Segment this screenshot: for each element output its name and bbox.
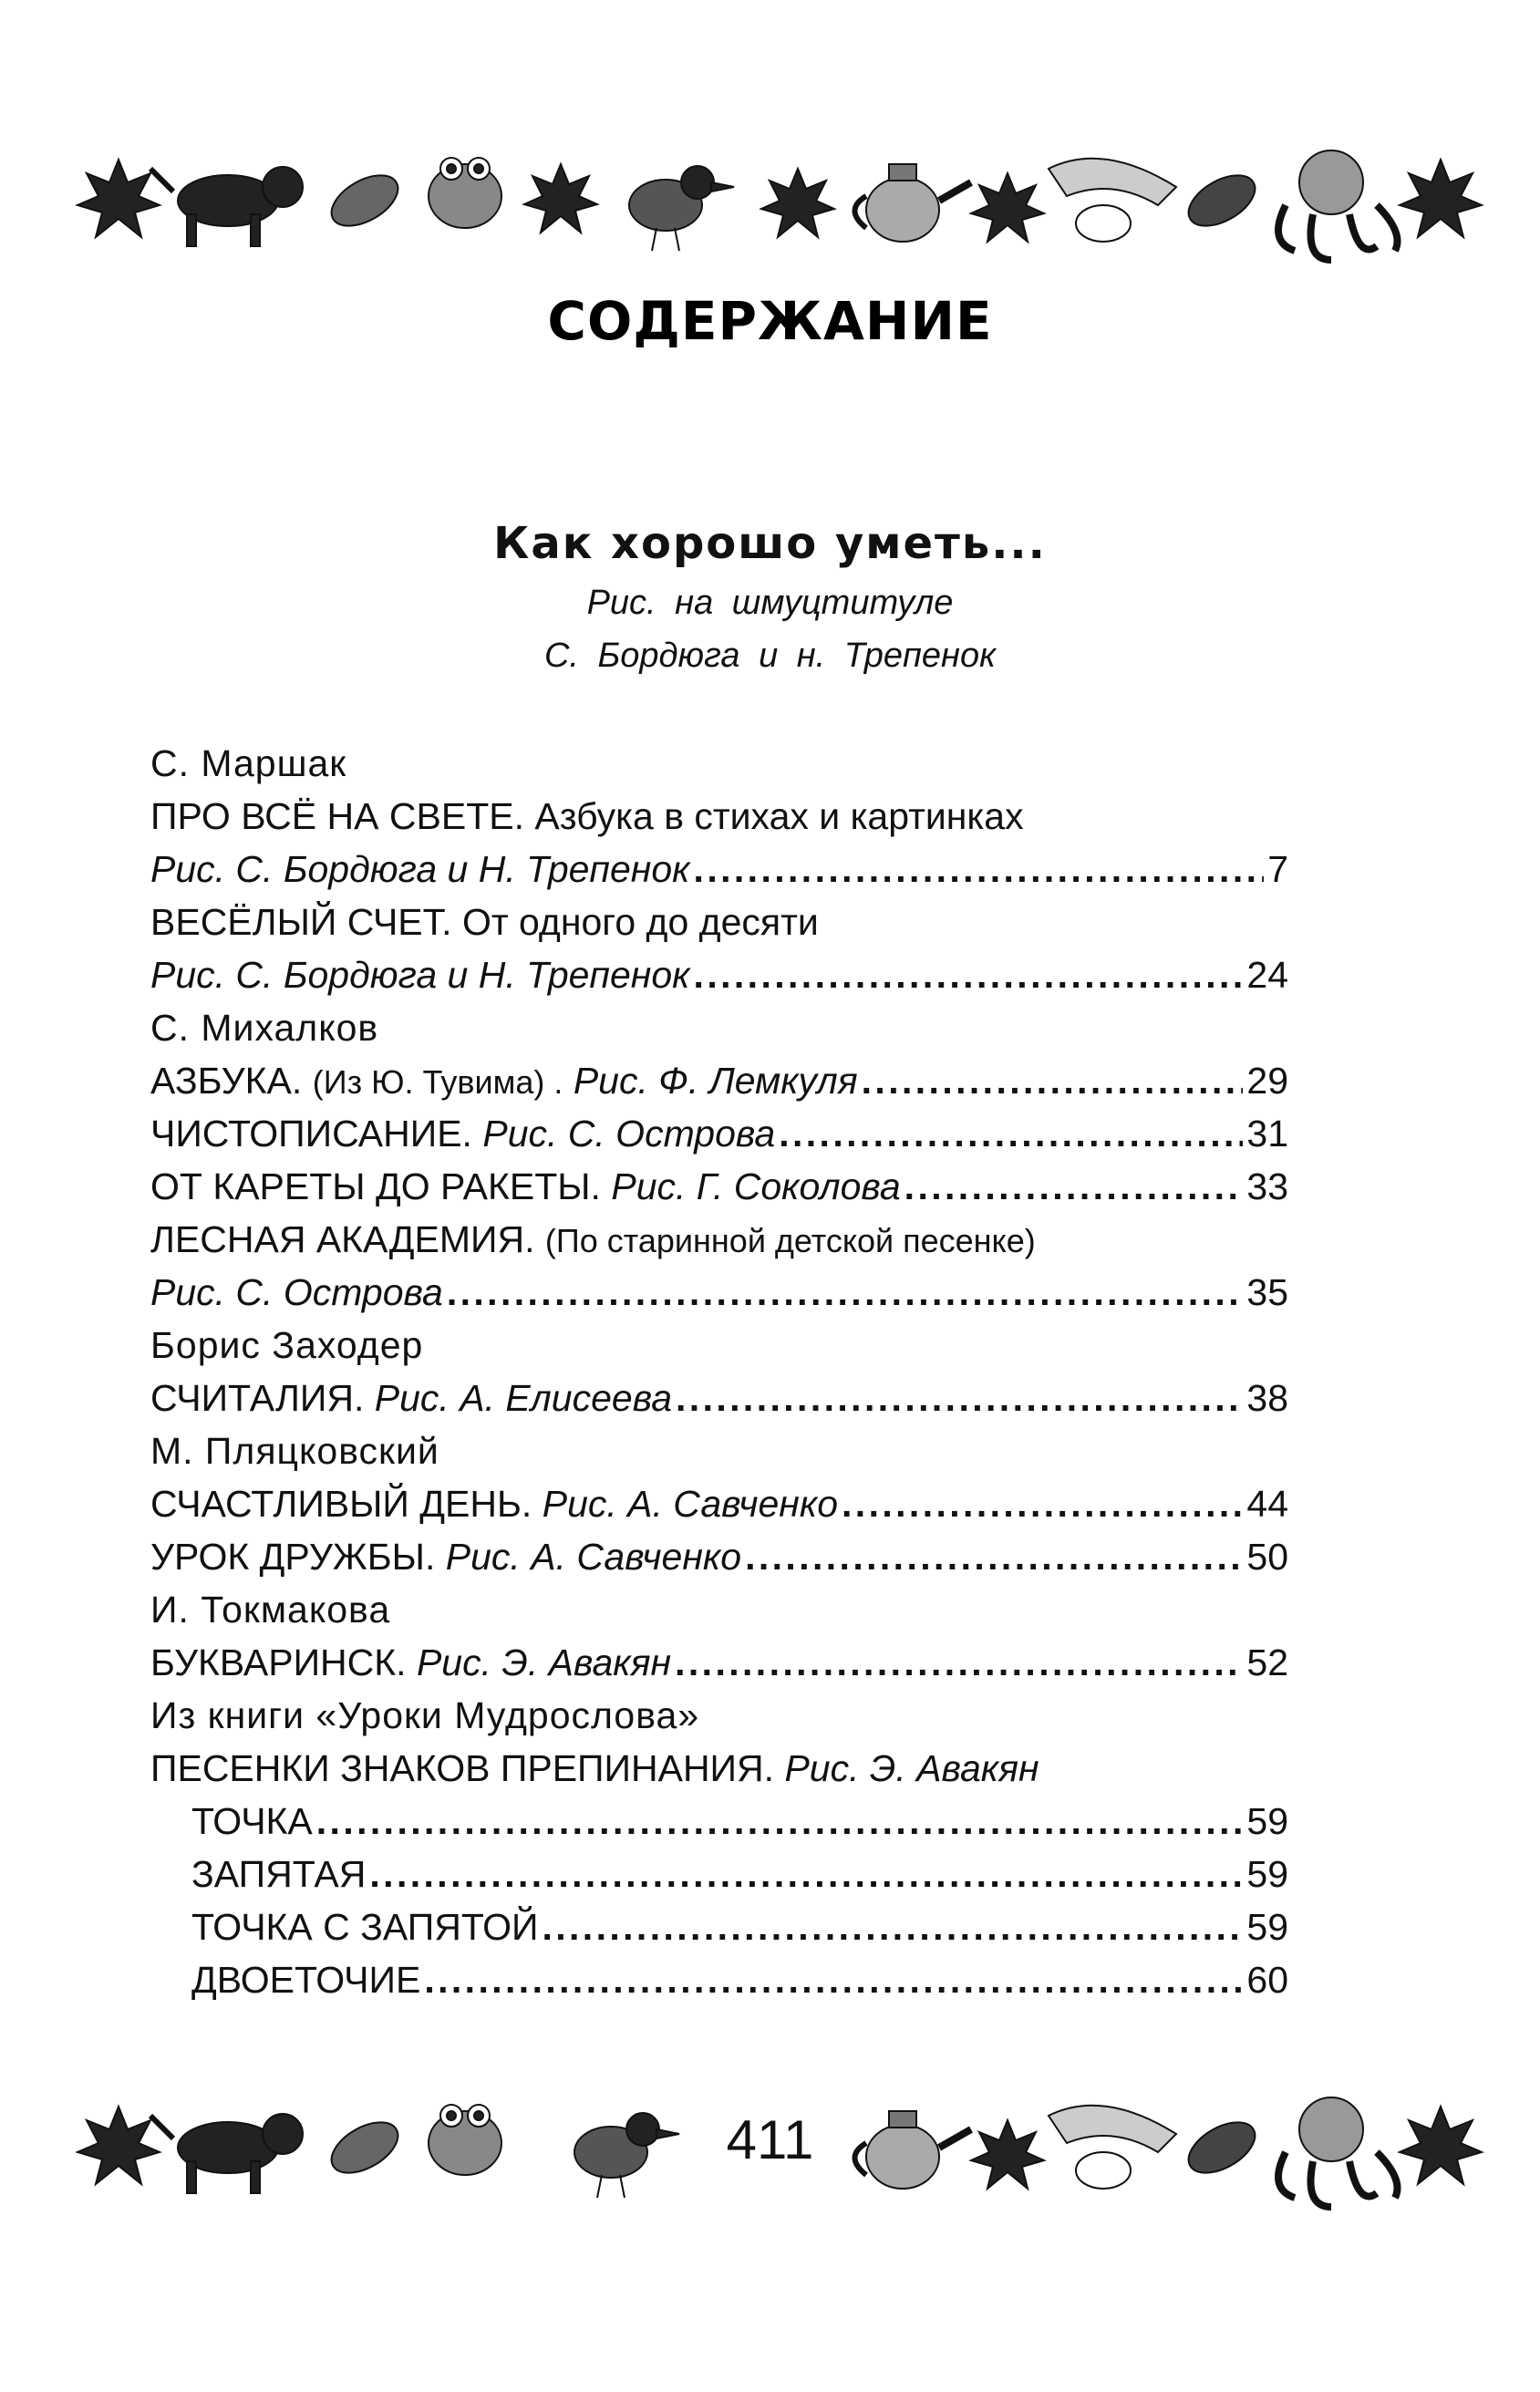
dot-leader (694, 843, 1265, 896)
toc-entry[interactable]: Рис. С. Бордюга и Н. Трепенок . . . 7 (150, 843, 1288, 896)
dot-leader (904, 1160, 1244, 1213)
dot-leader (424, 1953, 1243, 2006)
toc-entry: ПРО ВСЁ НА СВЕТЕ. Азбука в стихах и картинках (150, 795, 1024, 837)
toc-entry[interactable]: ЗАПЯТАЯ . . . 59 (150, 1848, 1288, 1900)
leaf-icon (1180, 165, 1263, 236)
toc-entry: ЛЕСНАЯ АКАДЕМИЯ. (По старинной детской песенке) (150, 1218, 1036, 1260)
dot-leader (447, 1266, 1244, 1319)
dot-leader (676, 1372, 1243, 1424)
page-ref: 24 (1246, 954, 1288, 996)
bird-icon (629, 166, 734, 251)
toc-author: Из книги «Уроки Мудрослова» (150, 1694, 700, 1736)
dot-leader (694, 948, 1244, 1001)
page-ref: 7 (1267, 848, 1288, 890)
toc-author: Борис Заходер (150, 1324, 424, 1366)
ornament-svg (55, 123, 1486, 269)
page-number: 411 (0, 2108, 1540, 2171)
frog-icon (429, 158, 501, 228)
dot-leader (862, 1054, 1244, 1107)
dot-leader (779, 1107, 1243, 1160)
section-subtitle: Рис. на шмуцтитуле (586, 584, 954, 622)
page-ref: 59 (1246, 1800, 1288, 1842)
page-ref: 52 (1246, 1641, 1288, 1683)
seagull-icon (1049, 159, 1176, 242)
toc-entry[interactable]: СЧАСТЛИВЫЙ ДЕНЬ. Рис. А. Савченко . . . 44 (150, 1477, 1288, 1530)
maple-leaf-icon (761, 169, 834, 237)
toc-entry[interactable]: БУКВАРИНСК. Рис. Э. Авакян . . . 52 (150, 1636, 1288, 1689)
dog-icon (150, 167, 303, 246)
toc-author: И. Токмакова (150, 1589, 391, 1631)
maple-leaf-icon (78, 160, 160, 237)
page-ref: 59 (1246, 1853, 1288, 1895)
toc-entry[interactable]: ЧИСТОПИСАНИЕ. Рис. С. Острова . . . 31 (150, 1107, 1288, 1160)
toc-entry[interactable]: ТОЧКА . . . 59 (150, 1795, 1288, 1848)
dot-leader (316, 1795, 1244, 1848)
page-ref: 38 (1246, 1377, 1288, 1419)
page-ref: 59 (1246, 1906, 1288, 1948)
toc-entry[interactable]: ТОЧКА С ЗАПЯТОЙ . . . 59 (150, 1900, 1288, 1953)
toc-entry[interactable]: ОТ КАРЕТЫ ДО РАКЕТЫ. Рис. Г. Соколова . . . 33 (150, 1160, 1288, 1213)
page-ref: 33 (1246, 1165, 1288, 1207)
section-subtitle: С. Бордюга и н. Трепенок (543, 637, 997, 675)
page-ref: 35 (1246, 1271, 1288, 1313)
teapot-icon (855, 164, 972, 242)
toc-entry[interactable]: Рис. С. Острова . . . 35 (150, 1266, 1288, 1319)
dot-leader (842, 1477, 1243, 1530)
page-ref: 60 (1246, 1959, 1288, 2001)
toc-entry[interactable]: ДВОЕТОЧИЕ . . . 60 (150, 1953, 1288, 2006)
table-of-contents (150, 737, 1288, 2006)
top-ornament-border (55, 123, 1486, 269)
dot-leader (675, 1636, 1243, 1689)
toc-entry[interactable]: АЗБУКА. (Из Ю. Тувима) . Рис. Ф. Лемкуля . . . 29 (150, 1054, 1288, 1107)
maple-leaf-icon (524, 164, 597, 233)
page-ref: 31 (1246, 1113, 1288, 1155)
maple-leaf-icon (1400, 160, 1482, 237)
page-ref: 29 (1246, 1060, 1288, 1102)
page-ref: 50 (1246, 1536, 1288, 1578)
dot-leader (745, 1530, 1243, 1583)
octopus-icon (1278, 150, 1398, 260)
toc-entry: ВЕСЁЛЫЙ СЧЕТ. От одного до десяти (150, 901, 819, 943)
page-ref: 44 (1246, 1483, 1288, 1525)
toc-entry[interactable]: СЧИТАЛИЯ. Рис. А. Елисеева . . . 38 (150, 1372, 1288, 1424)
toc-author: С. Маршак (150, 742, 347, 784)
dot-leader (369, 1848, 1243, 1900)
section-title: Как хорошо уметь... (493, 518, 1047, 569)
page-title: СОДЕРЖАНИЕ (547, 290, 993, 352)
maple-leaf-icon (971, 173, 1044, 242)
toc-entry: ПЕСЕНКИ ЗНАКОВ ПРЕПИНАНИЯ. Рис. Э. Авакян (150, 1747, 1039, 1789)
toc-entry[interactable]: УРОК ДРУЖБЫ. Рис. А. Савченко . . . 50 (150, 1530, 1288, 1583)
toc-author: М. Пляцковский (150, 1430, 439, 1472)
toc-entry[interactable]: Рис. С. Бордюга и Н. Трепенок . . . 24 (150, 948, 1288, 1001)
leaf-icon (323, 165, 406, 236)
toc-author: С. Михалков (150, 1007, 379, 1049)
dot-leader (542, 1900, 1243, 1953)
